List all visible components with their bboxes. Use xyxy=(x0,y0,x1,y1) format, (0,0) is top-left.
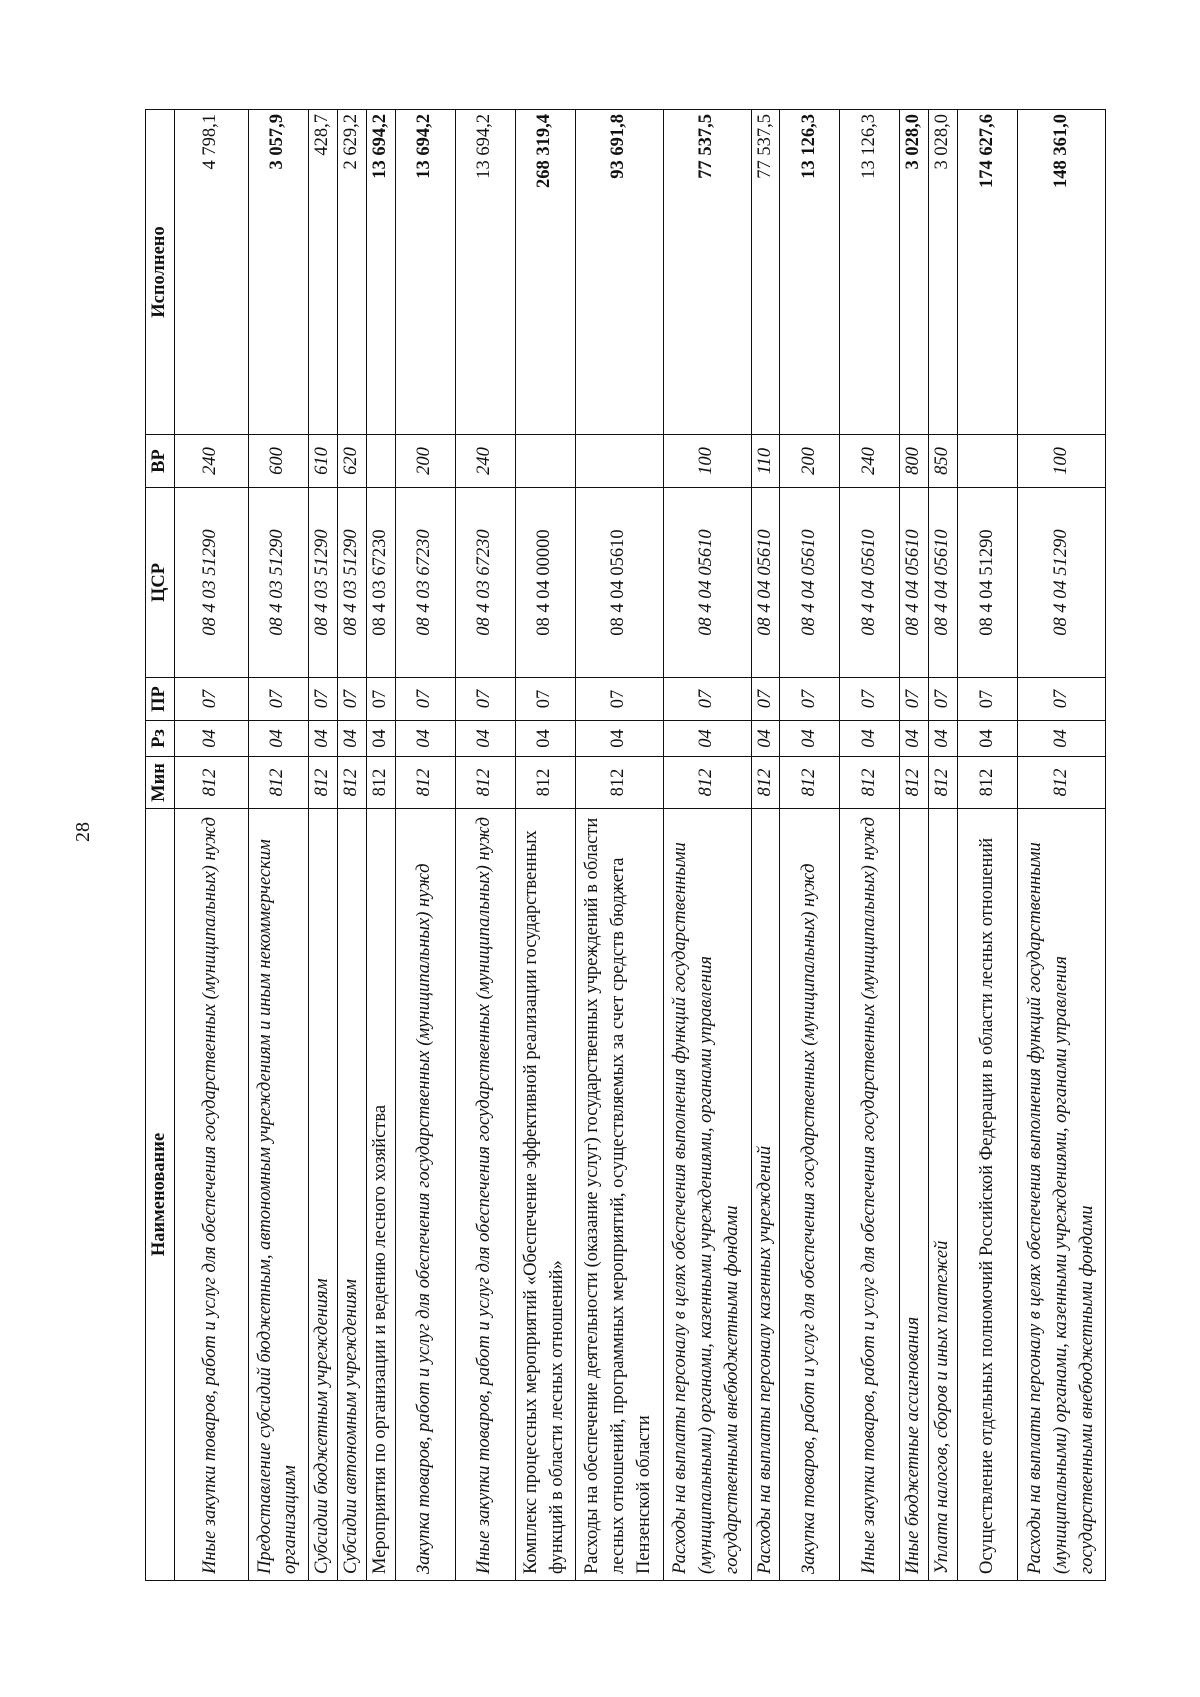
row-name: Иные закупки товаров, работ и услуг для обеспечения государственных (муниципальных) нужд xyxy=(840,809,900,1581)
row-executed: 13 126,3 xyxy=(780,110,840,435)
row-rz: 04 xyxy=(751,721,780,757)
row-min: 812 xyxy=(663,757,751,809)
row-rz: 04 xyxy=(248,721,308,757)
row-vr: 800 xyxy=(900,435,929,488)
row-pr: 07 xyxy=(174,678,248,721)
row-rz: 04 xyxy=(900,721,929,757)
row-csr: 08 4 04 00000 xyxy=(515,488,575,678)
row-rz: 04 xyxy=(840,721,900,757)
table-row xyxy=(575,110,663,1581)
row-name: Иные закупки товаров, работ и услуг для обеспечения государственных (муниципальных) нужд xyxy=(174,809,248,1581)
row-pr: 07 xyxy=(1018,678,1106,721)
row-min: 812 xyxy=(174,757,248,809)
header-rz: Рз xyxy=(146,721,175,757)
row-executed: 93 691,8 xyxy=(575,110,663,435)
row-csr: 08 4 04 05610 xyxy=(780,488,840,678)
table-row xyxy=(395,110,455,1581)
row-pr: 07 xyxy=(900,678,929,721)
row-min: 812 xyxy=(248,757,308,809)
row-csr: 08 4 03 67230 xyxy=(395,488,455,678)
row-executed: 4 798,1 xyxy=(174,110,248,435)
row-executed: 268 319,4 xyxy=(515,110,575,435)
row-name: Предоставление субсидий бюджетным, автономным учреждениям и иным некоммерческим организациям xyxy=(248,809,308,1581)
table-row xyxy=(337,110,366,1581)
row-executed: 3 028,0 xyxy=(929,110,958,435)
table-row xyxy=(663,110,751,1581)
row-min: 812 xyxy=(395,757,455,809)
row-min: 812 xyxy=(1018,757,1106,809)
row-executed: 77 537,5 xyxy=(663,110,751,435)
row-min: 812 xyxy=(780,757,840,809)
row-pr: 07 xyxy=(958,678,1018,721)
row-pr: 07 xyxy=(515,678,575,721)
row-min: 812 xyxy=(840,757,900,809)
row-vr: 620 xyxy=(337,435,366,488)
row-vr: 110 xyxy=(751,435,780,488)
row-rz: 04 xyxy=(366,721,395,757)
row-rz: 04 xyxy=(308,721,337,757)
row-name: Расходы на выплаты персоналу в целях обеспечения выполнения функций государственными (муниципальными) органами, казенными учреждениями, органами управления государственными внебюджетными фондами xyxy=(663,809,751,1581)
table-row xyxy=(366,110,395,1581)
row-min: 812 xyxy=(929,757,958,809)
row-csr: 08 4 04 05610 xyxy=(840,488,900,678)
row-csr: 08 4 03 51290 xyxy=(174,488,248,678)
row-min: 812 xyxy=(751,757,780,809)
row-csr: 08 4 03 51290 xyxy=(248,488,308,678)
row-min: 812 xyxy=(366,757,395,809)
row-vr: 600 xyxy=(248,435,308,488)
row-vr xyxy=(958,435,1018,488)
row-executed: 174 627,6 xyxy=(958,110,1018,435)
row-csr: 08 4 03 51290 xyxy=(337,488,366,678)
row-name: Закупка товаров, работ и услуг для обеспечения государственных (муниципальных) нужд xyxy=(395,809,455,1581)
row-rz: 04 xyxy=(929,721,958,757)
budget-table-container xyxy=(145,110,1097,1581)
table-row xyxy=(455,110,515,1581)
row-name: Расходы на обеспечение деятельности (оказание услуг) государственных учреждений в области лесных отношений, программных мероприятий, осуществляемых за счет средств бюджета Пензенской области xyxy=(575,809,663,1581)
row-pr: 07 xyxy=(780,678,840,721)
row-csr: 08 4 04 05610 xyxy=(575,488,663,678)
row-vr xyxy=(515,435,575,488)
row-min: 812 xyxy=(900,757,929,809)
row-executed: 13 126,3 xyxy=(840,110,900,435)
row-name: Иные закупки товаров, работ и услуг для обеспечения государственных (муниципальных) нужд xyxy=(455,809,515,1581)
header-name: Наименование xyxy=(146,809,175,1581)
row-rz: 04 xyxy=(958,721,1018,757)
row-csr: 08 4 04 05610 xyxy=(663,488,751,678)
row-rz: 04 xyxy=(395,721,455,757)
table-row xyxy=(780,110,840,1581)
row-min: 812 xyxy=(308,757,337,809)
table-row xyxy=(958,110,1018,1581)
row-pr: 07 xyxy=(366,678,395,721)
table-row xyxy=(1018,110,1106,1581)
row-pr: 07 xyxy=(395,678,455,721)
table-row xyxy=(929,110,958,1581)
row-csr: 08 4 04 51290 xyxy=(958,488,1018,678)
row-pr: 07 xyxy=(248,678,308,721)
table-row xyxy=(248,110,308,1581)
row-pr: 07 xyxy=(337,678,366,721)
row-rz: 04 xyxy=(455,721,515,757)
table-row xyxy=(900,110,929,1581)
row-name: Закупка товаров, работ и услуг для обеспечения государственных (муниципальных) нужд xyxy=(780,809,840,1581)
row-vr: 100 xyxy=(1018,435,1106,488)
header-min: Мин xyxy=(146,757,175,809)
row-executed: 428,7 xyxy=(308,110,337,435)
row-min: 812 xyxy=(575,757,663,809)
row-executed: 13 694,2 xyxy=(395,110,455,435)
header-vr: ВР xyxy=(146,435,175,488)
row-min: 812 xyxy=(337,757,366,809)
row-pr: 07 xyxy=(663,678,751,721)
row-name: Уплата налогов, сборов и иных платежей xyxy=(929,809,958,1581)
row-name: Расходы на выплаты персоналу казенных учреждений xyxy=(751,809,780,1581)
row-executed: 148 361,0 xyxy=(1018,110,1106,435)
row-name: Субсидии автономным учреждениям xyxy=(337,809,366,1581)
row-name: Расходы на выплаты персоналу в целях обеспечения выполнения функций государственными (муниципальными) органами, казенными учреждениями, органами управления государственными внебюджетными фондами xyxy=(1018,809,1106,1581)
row-name: Мероприятия по организации и ведению лесного хозяйства xyxy=(366,809,395,1581)
row-vr: 240 xyxy=(840,435,900,488)
row-pr: 07 xyxy=(929,678,958,721)
row-vr xyxy=(366,435,395,488)
page-number: 28 xyxy=(72,822,94,842)
row-csr: 08 4 03 67230 xyxy=(455,488,515,678)
table-row xyxy=(174,110,248,1581)
row-min: 812 xyxy=(958,757,1018,809)
row-name: Субсидии бюджетным учреждениям xyxy=(308,809,337,1581)
row-rz: 04 xyxy=(575,721,663,757)
table-row xyxy=(840,110,900,1581)
row-rz: 04 xyxy=(1018,721,1106,757)
row-name: Осуществление отдельных полномочий Российской Федерации в области лесных отношений xyxy=(958,809,1018,1581)
row-rz: 04 xyxy=(663,721,751,757)
row-min: 812 xyxy=(515,757,575,809)
row-name: Комплекс процессных мероприятий «Обеспечение эффективной реализации государственных функций в области лесных отношений» xyxy=(515,809,575,1581)
row-vr: 240 xyxy=(174,435,248,488)
row-pr: 07 xyxy=(840,678,900,721)
row-csr: 08 4 03 51290 xyxy=(308,488,337,678)
row-executed: 3 028,0 xyxy=(900,110,929,435)
row-vr: 610 xyxy=(308,435,337,488)
row-vr: 240 xyxy=(455,435,515,488)
row-csr: 08 4 04 51290 xyxy=(1018,488,1106,678)
table-row xyxy=(308,110,337,1581)
budget-table xyxy=(145,109,1106,1581)
row-vr: 100 xyxy=(663,435,751,488)
table-row xyxy=(515,110,575,1581)
row-rz: 04 xyxy=(174,721,248,757)
row-vr: 200 xyxy=(395,435,455,488)
row-executed: 3 057,9 xyxy=(248,110,308,435)
row-csr: 08 4 04 05610 xyxy=(929,488,958,678)
row-csr: 08 4 04 05610 xyxy=(751,488,780,678)
row-pr: 07 xyxy=(751,678,780,721)
row-pr: 07 xyxy=(455,678,515,721)
row-rz: 04 xyxy=(337,721,366,757)
table-header-row xyxy=(146,110,175,1581)
row-rz: 04 xyxy=(515,721,575,757)
row-rz: 04 xyxy=(780,721,840,757)
row-vr xyxy=(575,435,663,488)
row-name: Иные бюджетные ассигнования xyxy=(900,809,929,1581)
row-pr: 07 xyxy=(308,678,337,721)
row-csr: 08 4 04 05610 xyxy=(900,488,929,678)
row-executed: 2 629,2 xyxy=(337,110,366,435)
header-csr: ЦСР xyxy=(146,488,175,678)
header-executed: Исполнено xyxy=(146,110,175,435)
row-vr: 200 xyxy=(780,435,840,488)
row-vr: 850 xyxy=(929,435,958,488)
row-executed: 77 537,5 xyxy=(751,110,780,435)
header-pr: ПР xyxy=(146,678,175,721)
row-csr: 08 4 03 67230 xyxy=(366,488,395,678)
row-min: 812 xyxy=(455,757,515,809)
row-pr: 07 xyxy=(575,678,663,721)
table-row xyxy=(751,110,780,1581)
row-executed: 13 694,2 xyxy=(366,110,395,435)
row-executed: 13 694,2 xyxy=(455,110,515,435)
